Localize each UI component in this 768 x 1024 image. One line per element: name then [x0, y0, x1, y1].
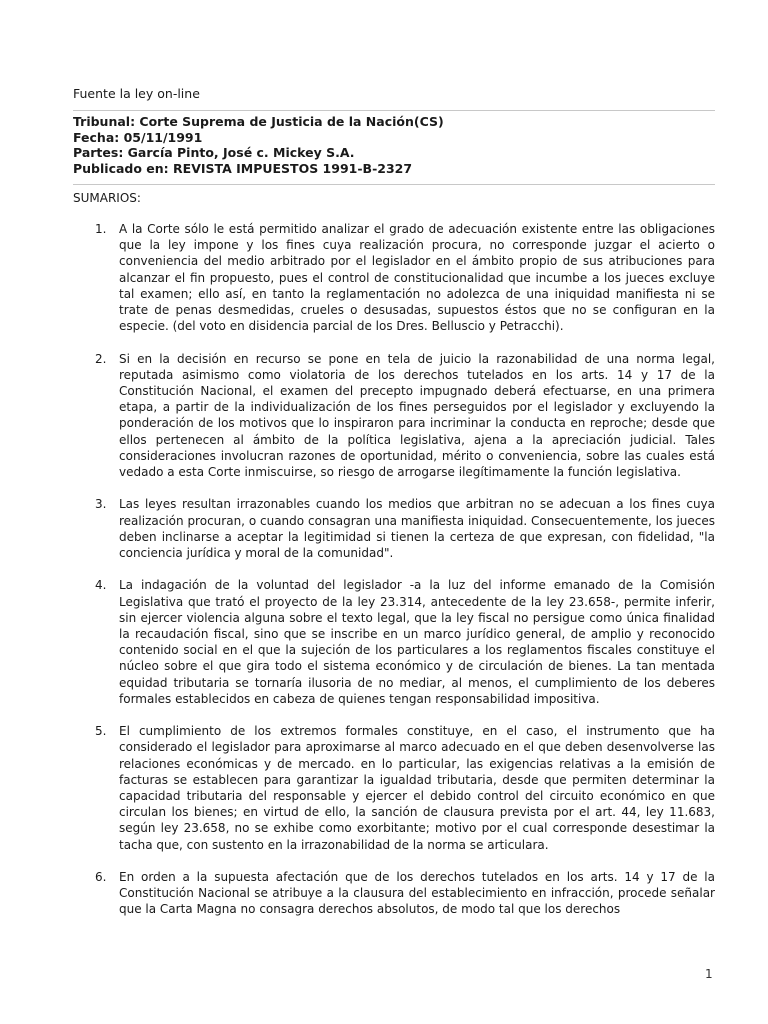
item-number: 6.: [95, 870, 107, 885]
publicado-line: Publicado en: REVISTA IMPUESTOS 1991-B-2327: [73, 160, 413, 176]
partes-line: Partes: García Pinto, José c. Mickey S.A.: [73, 145, 355, 160]
list-item: [73, 496, 715, 561]
list-item: [73, 351, 715, 481]
item-number: 2.: [95, 351, 107, 366]
list-item: [73, 577, 715, 707]
item-text: La indagación de la voluntad del legislador -a la luz del informe emanado de la Comisión Legislativa que trató el proyecto de la ley 23.314, antecedente de la ley 23.658-, permite inferir, sin ejercer violencia alguna sobre el texto legal, que la ley fiscal no persigue como única finalidad la recaudación fiscal, sino que se inscribe en un marco jurídico general, de amplio y reconocido contenido social en el que la sujeción de los particulares a los reglamentos fiscales constituye el núcleo sobre el que gira todo el sistema económico y de circulación de bienes. La tan mentada equidad tributaria se tornaría ilusoria de no mediar, al menos, el cumplimiento de los deberes formales establecidos en cabeza de quienes tengan responsabilidad impositiva.: [119, 578, 715, 706]
divider-top: [73, 110, 715, 111]
page-number: 1: [705, 967, 713, 981]
case-header: [73, 114, 715, 176]
item-text: En orden a la supuesta afectación que de los derechos tutelados en los arts. 14 y 17 de la Constitución Nacional se atribuye a la clausura del establecimiento en infracción, procede señalar que la Carta Magna no consagra derechos absolutos, de modo tal que los derechos: [119, 870, 715, 917]
item-number: 4.: [95, 578, 107, 593]
item-text: El cumplimiento de los extremos formales constituye, en el caso, el instrumento que ha considerado el legislador para aproximarse al marco adecuado en el que deben desenvolverse las relaciones económicas y de mercado. en lo particular, las exigencias relativas a la emisión de facturas se establecen para garantizar la igualdad tributaria, desde que permiten determinar la capacidad tributaria del responsable y ejercer el debido control del circuito económico en que circulan los bienes; en virtud de ello, la sanción de clausura prevista por el art. 44, ley 11.683, según ley 23.658, no se exhibe como exorbitante; motivo por el cual corresponde desestimar la tacha que, con sustento en la irrazonabilidad de la norma se articulara.: [119, 724, 715, 852]
sumarios-label: SUMARIOS:: [73, 191, 141, 205]
item-number: 3.: [95, 497, 107, 512]
list-item: [73, 723, 715, 853]
sumarios-list: [73, 221, 715, 934]
list-item: [73, 221, 715, 334]
tribunal-line: Tribunal: Corte Suprema de Justicia de la Nación(CS): [73, 114, 444, 129]
list-item: [73, 869, 715, 918]
source-line: Fuente la ley on-line: [73, 86, 200, 101]
item-text: Las leyes resultan irrazonables cuando los medios que arbitran no se adecuan a los fines cuya realización procuran, o cuando consagran una manifiesta iniquidad. Consecuentemente, los jueces deben inclinarse a aceptar la legitimidad si tienen la certeza de que expresan, con fidelidad, "la conciencia jurídica y moral de la comunidad".: [119, 497, 715, 561]
document-page: [73, 0, 715, 1024]
fecha-line: Fecha: 05/11/1991: [73, 129, 203, 145]
item-text: Si en la decisión en recurso se pone en tela de juicio la razonabilidad de una norma legal, reputada asimismo como violatoria de los derechos tutelados en los arts. 14 y 17 de la Constitución Nacional, el examen del precepto impugnado deberá efectuarse, en una primera etapa, a partir de la individualización de los fines perseguidos por el legislador y excluyendo la ponderación de los motivos que lo inspiraron para incriminar la conducta en reproche; desde que ellos pertenecen al ámbito de la política legislativa, ajena a la apreciación judicial. Tales consideraciones involucran razones de oportunidad, mérito o conveniencia, sobre las cuales está vedado a esta Corte inmiscuirse, so riesgo de arrogarse ilegítimamente la función legislativa.: [119, 351, 715, 480]
item-number: 1.: [95, 222, 107, 236]
item-text: A la Corte sólo le está permitido analizar el grado de adecuación existente entre las obligaciones que la ley impone y los fines cuya realización procura, no corresponde juzgar el acierto o conveniencia del medio arbitrado por el legislador en el ámbito propio de sus atribuciones para alcanzar el fin propuesto, pues el control de constitucionalidad que incumbe a los jueces excluye tal examen; ello así, en tanto la reglamentación no adolezca de una iniquidad manifiesta ni se trate de penas desmedidas, crueles o desusadas, supuestos éstos que no se configuran en la especie. (del voto en disidencia parcial de los Dres. Belluscio y Petracchi).: [119, 222, 715, 334]
item-number: 5.: [95, 724, 107, 739]
divider-bottom: [73, 184, 715, 185]
